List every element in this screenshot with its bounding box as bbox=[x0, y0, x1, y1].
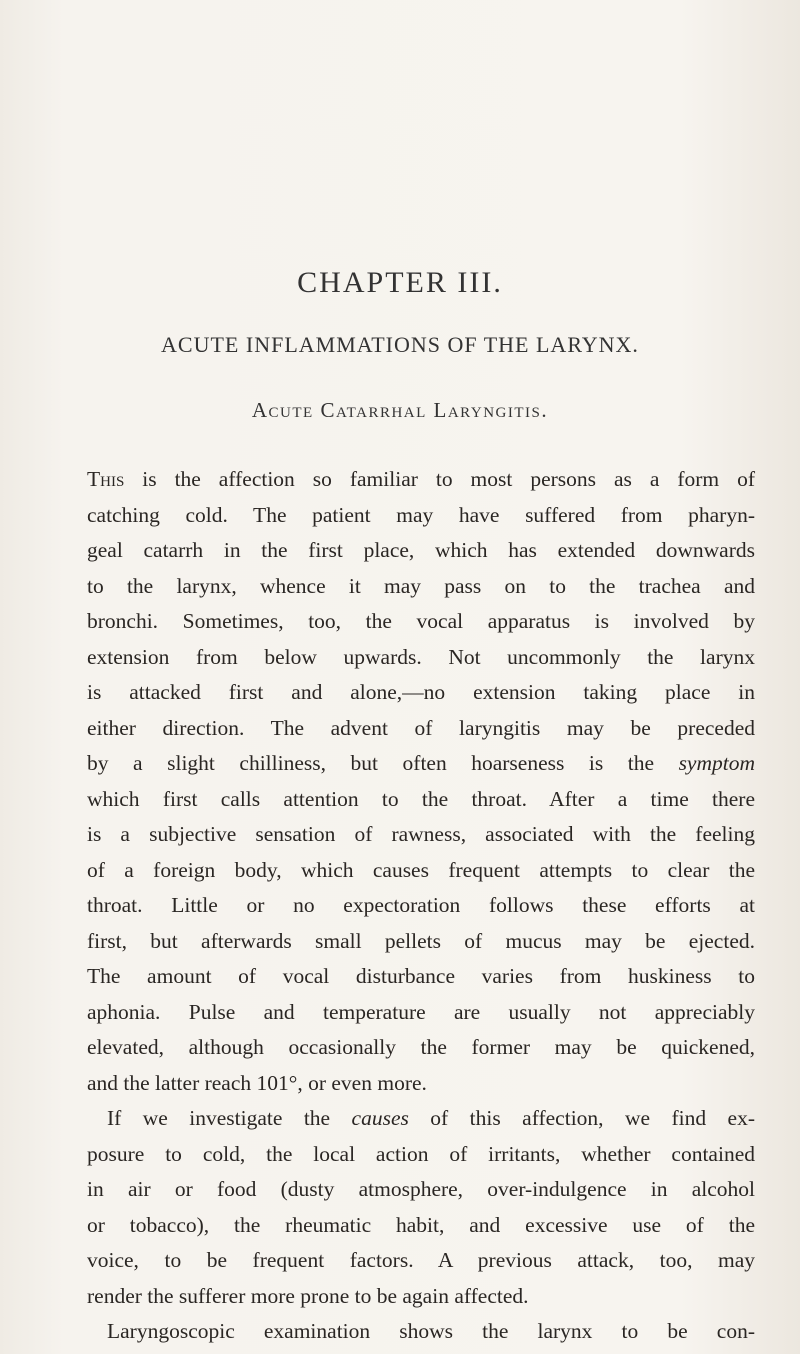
emphasis-symptom: symptom bbox=[678, 751, 755, 775]
text-line: in air or food (dusty atmosphere, over-indulgence in alcohol bbox=[87, 1177, 755, 1201]
text-line: of a foreign body, which causes frequent attempts to clear the bbox=[87, 857, 755, 882]
paragraph-lead: This bbox=[87, 467, 125, 491]
text-line: which first calls attention to the throat. After a time there bbox=[87, 786, 755, 811]
emphasis-causes: causes bbox=[351, 1106, 409, 1130]
text-line: is a subjective sensation of rawness, associated with the feeling bbox=[87, 822, 755, 846]
text-line: aphonia. Pulse and temperature are usually not appreciably bbox=[87, 999, 755, 1024]
text-line: to the larynx, whence it may pass on to the trachea and bbox=[87, 573, 755, 598]
text-line: catching cold. The patient may have suffered from pharyn- bbox=[87, 502, 755, 527]
text-line: If we investigate the causes of this affection, we find ex- bbox=[107, 1106, 755, 1130]
text-line: or tobacco), the rheumatic habit, and excessive use of the bbox=[87, 1212, 755, 1237]
text-line: throat. Little or no expectoration follows these efforts at bbox=[87, 893, 755, 917]
text-line: geal catarrh in the first place, which has extended downwards bbox=[87, 538, 755, 562]
body-text bbox=[87, 462, 755, 1350]
section-title: Acute Catarrhal Laryngitis. bbox=[251, 398, 549, 422]
text-line: bronchi. Sometimes, too, the vocal apparatus is involved by bbox=[87, 609, 755, 633]
text-line: This is the affection so familiar to most persons as a form of bbox=[87, 467, 755, 491]
text-line: Laryngoscopic examination shows the larynx to be con- bbox=[107, 1319, 755, 1343]
text-line: posure to cold, the local action of irritants, whether contained bbox=[87, 1141, 755, 1166]
text-line: by a slight chilliness, but often hoarseness is the symptom bbox=[87, 751, 755, 775]
text-line: render the sufferer more prone to be again affected. bbox=[87, 1283, 529, 1308]
text-line: first, but afterwards small pellets of mucus may be ejected. bbox=[87, 928, 755, 953]
text-line: voice, to be frequent factors. A previous attack, too, may bbox=[87, 1248, 755, 1272]
text-line: and the latter reach 101°, or even more. bbox=[87, 1070, 427, 1095]
text-line: extension from below upwards. Not uncommonly the larynx bbox=[87, 644, 755, 669]
text-line: elevated, although occasionally the former may be quickened, bbox=[87, 1035, 755, 1059]
text-line: The amount of vocal disturbance varies from huskiness to bbox=[87, 964, 755, 988]
text-line: is attacked first and alone,—no extension taking place in bbox=[87, 680, 755, 704]
chapter-heading: CHAPTER III. bbox=[297, 266, 503, 299]
text-line: either direction. The advent of laryngitis may be preceded bbox=[87, 715, 755, 740]
chapter-title: ACUTE INFLAMMATIONS OF THE LARYNX. bbox=[161, 332, 639, 357]
